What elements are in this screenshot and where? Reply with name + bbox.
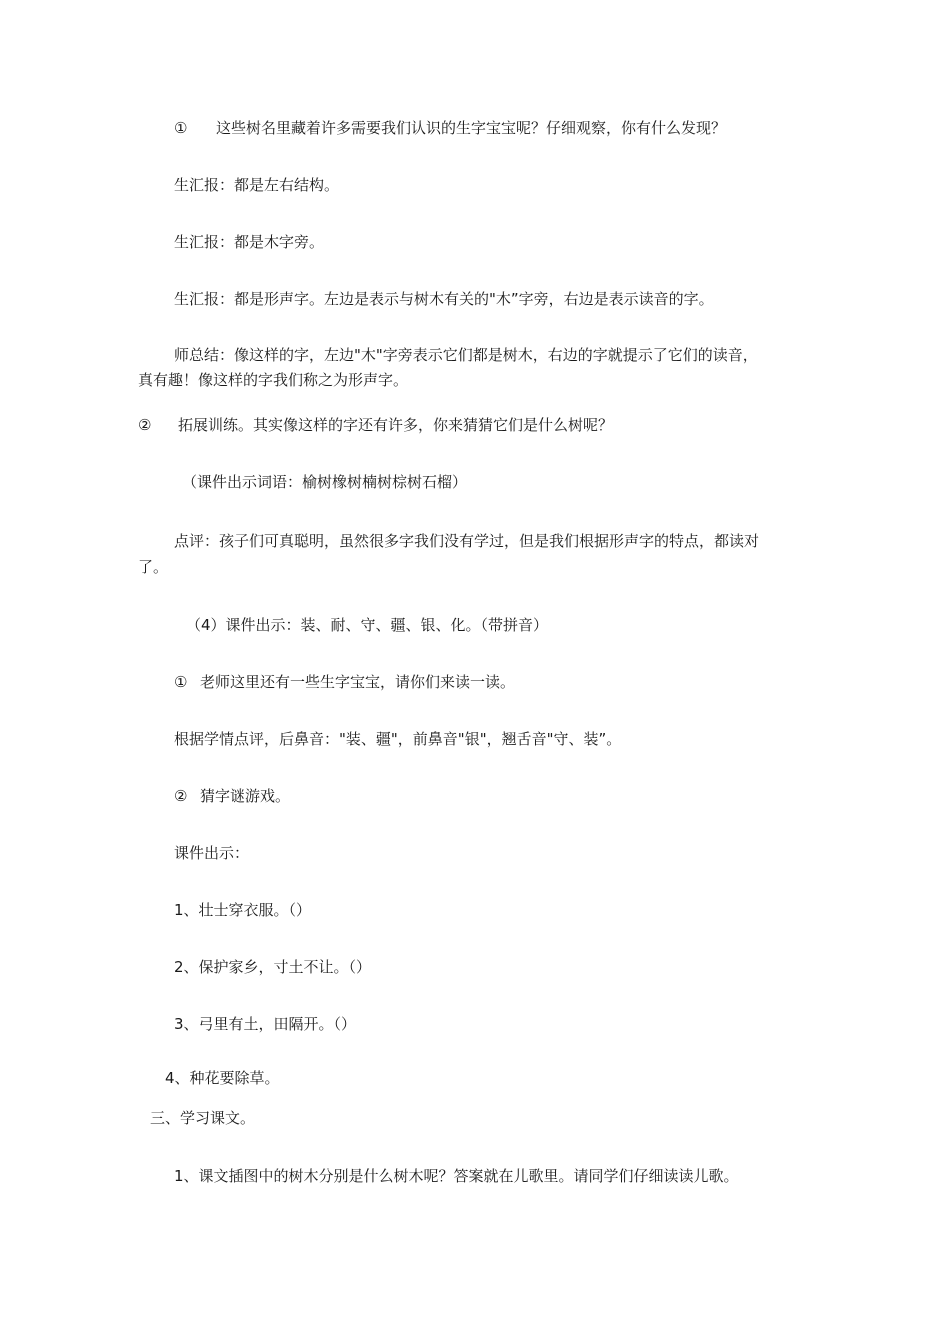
paragraph-courseware-characters: [186, 615, 548, 635]
riddle-item-3: [174, 1014, 356, 1034]
circled-number-marker: ①: [174, 119, 188, 137]
paragraph-text: 4、种花要除草。: [165, 1069, 280, 1087]
paragraph-text: 1、课文插图中的树木分别是什么树木呢？答案就在儿歌里。请同学们仔细读读儿歌。: [174, 1167, 739, 1185]
circled-number-marker: ②: [174, 787, 188, 805]
paragraph-report-structure: [174, 175, 339, 195]
section-heading-learn-text: [150, 1108, 255, 1128]
paragraph-text: 课件出示：: [174, 844, 250, 862]
circled-number-marker: ②: [138, 416, 152, 434]
paragraph-read-characters: [174, 672, 515, 692]
paragraph-text: 老师这里还有一些生字宝宝，请你们来读一读。: [200, 673, 516, 691]
paragraph-text: 拓展训练。其实像这样的字还有许多，你来猜猜它们是什么树呢？: [178, 416, 614, 434]
paragraph-text: 根据学情点评，后鼻音："装、疆"，前鼻音"银"，翘舌音"守、装”。: [174, 730, 622, 748]
paragraph-text: 猜字谜游戏。: [200, 787, 291, 805]
paragraph-text: 师总结：像这样的字，左边"木"字旁表示它们都是树木，右边的字就提示了它们的读音，: [174, 346, 758, 364]
paragraph-text: 这些树名里藏着许多需要我们认识的生字宝宝呢？仔细观察，你有什么发现？: [216, 119, 727, 137]
riddle-item-1: [174, 900, 311, 920]
paragraph-text: 3、弓里有土，田隔开。（）: [174, 1015, 357, 1033]
paragraph-text: 生汇报：都是左右结构。: [174, 176, 340, 194]
paragraph-teacher-summary-cont: [138, 370, 408, 390]
paragraph-text: 生汇报：都是木字旁。: [174, 233, 325, 251]
paragraph-text: 点评：孩子们可真聪明，虽然很多字我们没有学过，但是我们根据形声字的特点，都读对: [174, 532, 760, 550]
paragraph-report-radical: [174, 232, 324, 252]
paragraph-teacher-summary: [174, 345, 758, 365]
paragraph-illustration-question: [174, 1166, 739, 1186]
paragraph-text: 了。: [138, 558, 169, 576]
paragraph-observe: [174, 118, 726, 138]
paragraph-pronunciation: [174, 729, 621, 749]
paragraph-extension: [138, 415, 613, 435]
paragraph-riddle-game: [174, 786, 290, 806]
paragraph-report-phonetic: [174, 289, 714, 309]
paragraph-text: 真有趣！像这样的字我们称之为形声字。: [138, 371, 409, 389]
paragraph-courseware-show: [174, 843, 249, 863]
paragraph-text: （4）课件出示：装、耐、守、疆、银、化。（带拼音）: [186, 616, 549, 634]
paragraph-text: 2、保护家乡，寸土不让。（）: [174, 958, 372, 976]
paragraph-comment-cont: [138, 557, 168, 577]
paragraph-courseware-words: [182, 472, 467, 492]
riddle-item-2: [174, 957, 371, 977]
paragraph-text: （课件出示词语：榆树橡树楠树棕树石榴）: [182, 473, 468, 491]
paragraph-comment: [174, 531, 759, 551]
paragraph-text: 1、壮士穿衣服。（）: [174, 901, 312, 919]
paragraph-text: 生汇报：都是形声字。左边是表示与树木有关的"木”字旁，右边是表示读音的字。: [174, 290, 714, 308]
circled-number-marker: ①: [174, 673, 188, 691]
paragraph-text: 三、学习课文。: [150, 1109, 256, 1127]
riddle-item-4: [165, 1068, 280, 1088]
